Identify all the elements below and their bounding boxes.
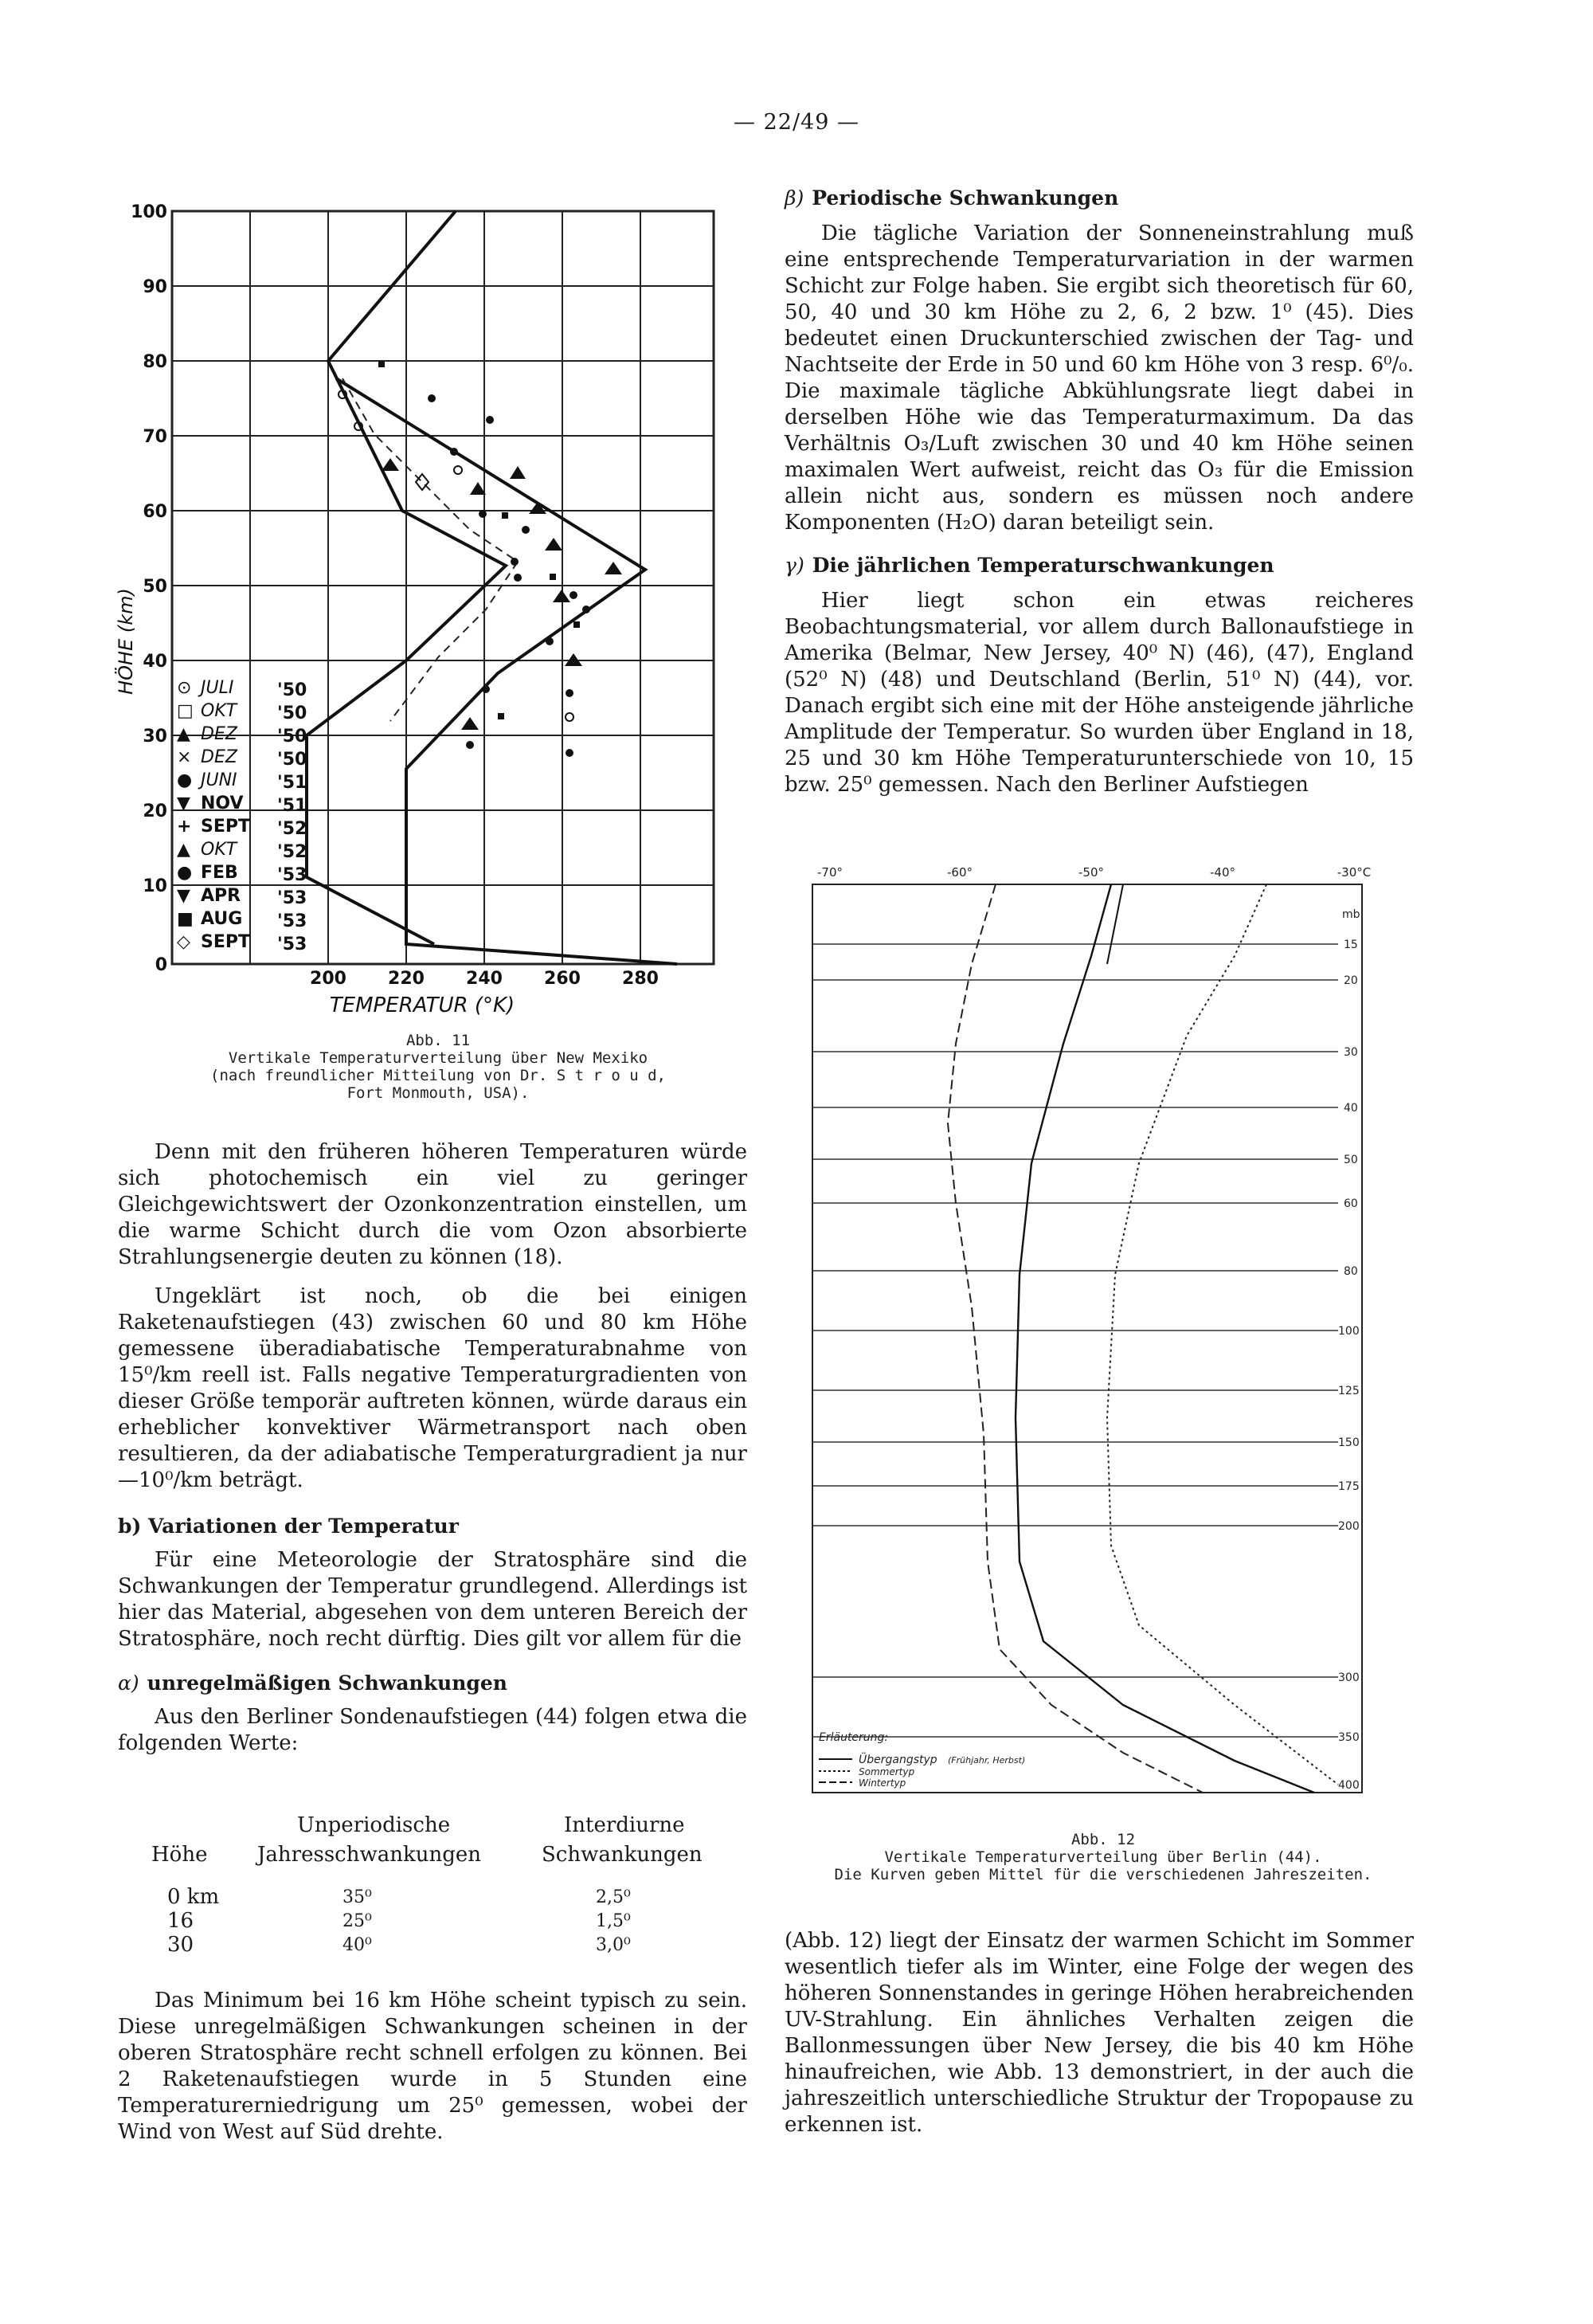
caption-label: Abb. 11 bbox=[405, 1032, 471, 1049]
legend-month: SEPT bbox=[201, 932, 251, 952]
legend-month: AUG bbox=[201, 909, 243, 929]
fig12-p-tick: 300 bbox=[1338, 1671, 1360, 1684]
paragraph: (Abb. 12) liegt der Einsatz der warmen Schicht im Sommer wesentlich tiefer als im Winter, eine Folge der wegen des höheren Sonnenstandes in geringe Höhen herabreichenden UV-Strahlung. Ein ähnliches Verhalten zeigen die Ballonmessungen über New Jersey, die bis 40 km Höhe hinaufreichen, wie Abb. 13 demonstriert, in der auch die jahreszeitlich unterschiedliche Struktur der Tropopause zu erkennen ist. bbox=[785, 1929, 1414, 2137]
fig12-p-tick: 15 bbox=[1344, 939, 1358, 951]
fig12-legend bbox=[819, 1731, 1025, 1789]
legend-symbol: ◇ bbox=[177, 932, 190, 952]
caption-line: Die Kurven geben Mittel für die verschiedenen Jahreszeiten. bbox=[834, 1866, 1372, 1883]
paragraph: Hier liegt schon ein etwas reicheres Beobachtungsmaterial, vor allem durch Ballonaufstiege in Amerika (Belmar, New Jersey, 40⁰ N) (46), (47), England (52⁰ N) (48) und Deutschland (Berlin, 51⁰ N) (44), vor. Danach ergibt sich eine mit der Höhe ansteigende jährliche Amplitude der Temperatur. So wurden über England in 18, 25 und 30 km Höhe Temperaturunterschiede von 10, 15 bzw. 25⁰ gemessen. Nach den Berliner Aufstiegen bbox=[785, 589, 1414, 797]
legend-year: '50 bbox=[277, 703, 307, 723]
fig12-mb-label: mb bbox=[1342, 908, 1360, 921]
table-header: Höhe bbox=[151, 1843, 208, 1867]
legend-entry bbox=[177, 770, 307, 793]
caption-label: Abb. 12 bbox=[1070, 1831, 1136, 1848]
table-cell: 40⁰ bbox=[342, 1935, 372, 1955]
heading-text: unregelmäßigen Schwankungen bbox=[147, 1671, 507, 1695]
legend-symbol: ▼ bbox=[177, 886, 190, 906]
fig11-y-tick: 0 bbox=[155, 955, 167, 975]
page-number: — 22/49 — bbox=[734, 110, 859, 135]
figure-12-chart bbox=[789, 860, 1426, 1809]
legend-year: '52 bbox=[277, 842, 307, 862]
fig12-p-tick: 175 bbox=[1338, 1480, 1360, 1493]
table-cell: 1,5⁰ bbox=[596, 1911, 631, 1931]
paragraph: Für eine Meteorologie der Stratosphäre sind die Schwankungen der Temperatur grundlegend. Allerdings ist hier das Material, abgesehen von dem unteren Bereich der Stratosphäre, noch recht dürftig. Dies gilt vor allem für die bbox=[118, 1548, 747, 1651]
fig11-x-tick: 280 bbox=[622, 969, 659, 989]
caption-line: Vertikale Temperaturverteilung über New Mexiko bbox=[228, 1049, 648, 1067]
table-cell: 16 bbox=[167, 1909, 194, 1933]
left-column-text-bottom bbox=[118, 1988, 747, 2146]
legend-symbol: ▲ bbox=[177, 724, 190, 744]
paragraph: Das Minimum bei 16 km Höhe scheint typisch zu sein. Diese unregelmäßigen Schwankungen scheinen in der oberen Stratosphäre recht schnell erfolgen zu können. Bei 2 Raketenaufstiegen wurde in 5 Stunden eine Temperaturerniedrigung um 25⁰ gemessen, wobei der Wind von West auf Süd drehte. bbox=[118, 1989, 747, 2144]
fig12-winter-curve bbox=[948, 884, 1203, 1793]
fig11-data-points bbox=[378, 361, 622, 757]
fig11-x-tick: 200 bbox=[310, 969, 346, 989]
fig12-x-tick: -40° bbox=[1210, 865, 1235, 880]
fig12-p-tick: 200 bbox=[1338, 1520, 1360, 1533]
fig12-legend-item: Sommertyp bbox=[859, 1766, 915, 1777]
legend-symbol: ■ bbox=[177, 909, 194, 929]
fig11-y-tick: 10 bbox=[143, 876, 167, 896]
legend-month: APR bbox=[201, 886, 241, 906]
table-header: Schwankungen bbox=[542, 1843, 703, 1867]
table-header: Interdiurne bbox=[564, 1813, 685, 1837]
fig12-p-tick: 150 bbox=[1338, 1436, 1360, 1449]
legend-symbol: □ bbox=[177, 701, 194, 721]
section-heading-b: b) Variationen der Temperatur bbox=[118, 1515, 459, 1538]
legend-year: '52 bbox=[277, 819, 307, 839]
fig12-p-tick: 400 bbox=[1338, 1779, 1360, 1792]
legend-symbol: × bbox=[177, 747, 192, 767]
fig12-p-tick: 100 bbox=[1338, 1325, 1360, 1338]
legend-month: DEZ bbox=[201, 724, 237, 744]
fig11-y-tick: 40 bbox=[143, 652, 167, 672]
heading-marker: β) bbox=[785, 186, 804, 210]
fig11-x-tick: 260 bbox=[544, 969, 581, 989]
fig11-grid bbox=[172, 211, 714, 964]
fig11-y-tick: 50 bbox=[143, 577, 167, 597]
legend-year: '53 bbox=[277, 888, 307, 908]
figure-12-caption bbox=[785, 1831, 1422, 1883]
section-heading-alpha bbox=[118, 1670, 747, 1696]
fig11-x-ticks bbox=[310, 969, 659, 989]
legend-entry bbox=[177, 817, 307, 839]
legend-year: '53 bbox=[277, 911, 307, 931]
legend-year: '50 bbox=[277, 727, 307, 747]
legend-entry bbox=[177, 701, 307, 723]
legend-symbol: + bbox=[177, 817, 192, 837]
legend-month: JUNI bbox=[201, 770, 237, 790]
fig12-p-tick: 40 bbox=[1344, 1102, 1358, 1115]
fig12-x-tick: -30°C bbox=[1337, 865, 1372, 880]
legend-symbol: ⊙ bbox=[177, 678, 192, 698]
heading-text: Die jährlichen Temperaturschwankungen bbox=[812, 554, 1274, 577]
table-cell: 2,5⁰ bbox=[596, 1887, 631, 1907]
caption-line: Fort Monmouth, USA). bbox=[346, 1084, 530, 1102]
right-column-text bbox=[785, 185, 1414, 798]
table-cell: 30 bbox=[167, 1933, 194, 1957]
legend-year: '53 bbox=[277, 935, 307, 954]
fig11-y-tick: 30 bbox=[143, 727, 167, 747]
fig12-x-tick: -60° bbox=[947, 865, 973, 880]
fig11-legend bbox=[177, 678, 307, 954]
legend-year: '53 bbox=[277, 865, 307, 885]
fig12-legend-item: Übergangstyp bbox=[859, 1754, 937, 1766]
fig12-x-tick: -50° bbox=[1078, 865, 1104, 880]
legend-entry bbox=[177, 794, 307, 816]
table-cell: 25⁰ bbox=[342, 1911, 372, 1931]
fig11-y-tick: 100 bbox=[131, 202, 167, 222]
section-heading-gamma bbox=[785, 552, 1414, 578]
legend-symbol: ▲ bbox=[177, 840, 190, 860]
fig12-p-tick: 350 bbox=[1338, 1731, 1360, 1744]
fig11-y-axis-label: HÖHE (km) bbox=[115, 588, 137, 695]
fig12-p-tick: 50 bbox=[1344, 1154, 1358, 1166]
fig12-legend-item: Wintertyp bbox=[859, 1777, 906, 1789]
fig12-summer-curve bbox=[1107, 884, 1338, 1785]
legend-entry bbox=[177, 932, 307, 954]
fig12-pressure-ticks bbox=[1338, 939, 1360, 1792]
figure-11-caption bbox=[159, 1032, 717, 1102]
fig11-y-tick: 80 bbox=[143, 352, 167, 372]
legend-symbol: ▼ bbox=[177, 794, 190, 813]
heading-marker: γ) bbox=[785, 554, 804, 577]
legend-symbol: ● bbox=[177, 863, 193, 883]
legend-entry bbox=[177, 747, 307, 770]
paragraph: Denn mit den früheren höheren Temperaturen würde sich photochemisch ein viel zu geringer Gleichgewichtswert der Ozonkonzentration einstellen, um die warme Schicht durch die vom Ozon absorbierte Strahlungsenergie deuten zu können (18). bbox=[118, 1140, 747, 1269]
fig11-y-tick: 60 bbox=[143, 502, 167, 522]
legend-entry bbox=[177, 863, 307, 885]
fig12-x-tick: -70° bbox=[817, 865, 843, 880]
table-cell: 0 km bbox=[167, 1885, 220, 1909]
caption-line: Vertikale Temperaturverteilung über Berlin (44). bbox=[884, 1848, 1322, 1866]
legend-month: OKT bbox=[201, 701, 237, 721]
legend-year: '50 bbox=[277, 680, 307, 700]
fluctuation-table bbox=[118, 1813, 747, 1957]
fig12-legend-title: Erläuterung: bbox=[819, 1731, 889, 1744]
legend-month: SEPT bbox=[201, 817, 251, 837]
fig12-p-tick: 125 bbox=[1338, 1385, 1360, 1397]
fig12-pressure-lines bbox=[812, 944, 1338, 1737]
paragraph: Aus den Berliner Sondenaufstiegen (44) folgen etwa die folgenden Werte: bbox=[118, 1705, 747, 1755]
fig11-x-tick: 220 bbox=[388, 969, 425, 989]
fig11-y-tick: 70 bbox=[143, 427, 167, 447]
fig12-p-tick: 80 bbox=[1344, 1265, 1358, 1278]
left-column-text bbox=[118, 1139, 747, 1757]
paragraph: Ungeklärt ist noch, ob die bei einigen Raketenaufstiegen (43) zwischen 60 und 80 km Höhe gemessene überadiabatische Temperaturabnahme von 15⁰/km reell ist. Falls negative Temperaturgradienten von dieser Größe temporär auftreten können, würde daraus ein erheblicher konvektiver Wärmetransport nach oben resultieren, da der adiabatische Temperaturgradient ja nur —10⁰/km beträgt. bbox=[118, 1284, 747, 1492]
right-column-text-bottom bbox=[785, 1928, 1414, 2138]
fig11-x-tick: 240 bbox=[466, 969, 503, 989]
legend-entry bbox=[177, 840, 307, 862]
fig12-transition-curve bbox=[1016, 884, 1314, 1793]
legend-month: DEZ bbox=[201, 747, 237, 767]
fig12-p-tick: 60 bbox=[1344, 1197, 1358, 1210]
legend-year: '51 bbox=[277, 796, 307, 816]
heading-text: Periodische Schwankungen bbox=[812, 186, 1119, 210]
fig12-p-tick: 20 bbox=[1344, 974, 1358, 987]
table-cell: 35⁰ bbox=[342, 1887, 372, 1907]
table-header: Unperiodische bbox=[297, 1813, 451, 1837]
fig12-legend-note: (Frühjahr, Herbst) bbox=[948, 1755, 1026, 1766]
heading-marker: α) bbox=[118, 1671, 139, 1695]
legend-year: '51 bbox=[277, 773, 307, 793]
section-heading-beta bbox=[785, 185, 1414, 211]
figure-11-chart bbox=[104, 195, 757, 1016]
paragraph: Die tägliche Variation der Sonneneinstrahlung muß eine entsprechende Temperaturvariation in der warmen Schicht zur Folge haben. Sie ergibt sich theoretisch für 60, 50, 40 und 30 km Höhe zu 2, 6, 2 bzw. 1⁰ (45). Dies bedeutet einen Druckunterschied zwischen der Tag- und Nachtseite der Erde in 50 und 60 km Höhe von 3 resp. 6⁰/₀. Die maximale tägliche Abkühlungsrate liegt dabei in derselben Höhe wie das Temperaturmaximum. Da das Verhältnis O₃/Luft zwischen 30 und 40 km Höhe seinen maximalen Wert aufweist, reicht das O₃ für die Emission allein nicht aus, sondern es müssen noch andere Komponenten (H₂O) daran beteiligt sein. bbox=[785, 221, 1414, 535]
legend-symbol: ● bbox=[177, 770, 193, 790]
fig11-x-axis-label: TEMPERATUR (°K) bbox=[329, 993, 515, 1016]
caption-line: (nach freundlicher Mitteilung von Dr. S t r o u d, bbox=[210, 1067, 666, 1084]
legend-entry bbox=[177, 886, 307, 908]
table-cell: 3,0⁰ bbox=[596, 1935, 631, 1955]
legend-month: FEB bbox=[201, 863, 238, 883]
fig12-x-ticks bbox=[817, 865, 1371, 880]
legend-entry bbox=[177, 678, 307, 700]
fig11-open-points bbox=[339, 390, 573, 721]
table-header: Jahresschwankungen bbox=[257, 1843, 481, 1867]
fig11-y-tick: 20 bbox=[143, 801, 167, 821]
legend-month: NOV bbox=[201, 794, 244, 813]
fig11-y-tick: 90 bbox=[143, 277, 167, 297]
fig12-extra-curve bbox=[1107, 884, 1123, 964]
legend-month: OKT bbox=[201, 840, 237, 860]
legend-entry bbox=[177, 909, 307, 931]
fig11-center-curve bbox=[342, 378, 518, 721]
legend-year: '50 bbox=[277, 750, 307, 770]
fig12-p-tick: 30 bbox=[1344, 1046, 1358, 1059]
fig12-frame bbox=[812, 884, 1362, 1793]
legend-month: JULI bbox=[201, 678, 234, 698]
